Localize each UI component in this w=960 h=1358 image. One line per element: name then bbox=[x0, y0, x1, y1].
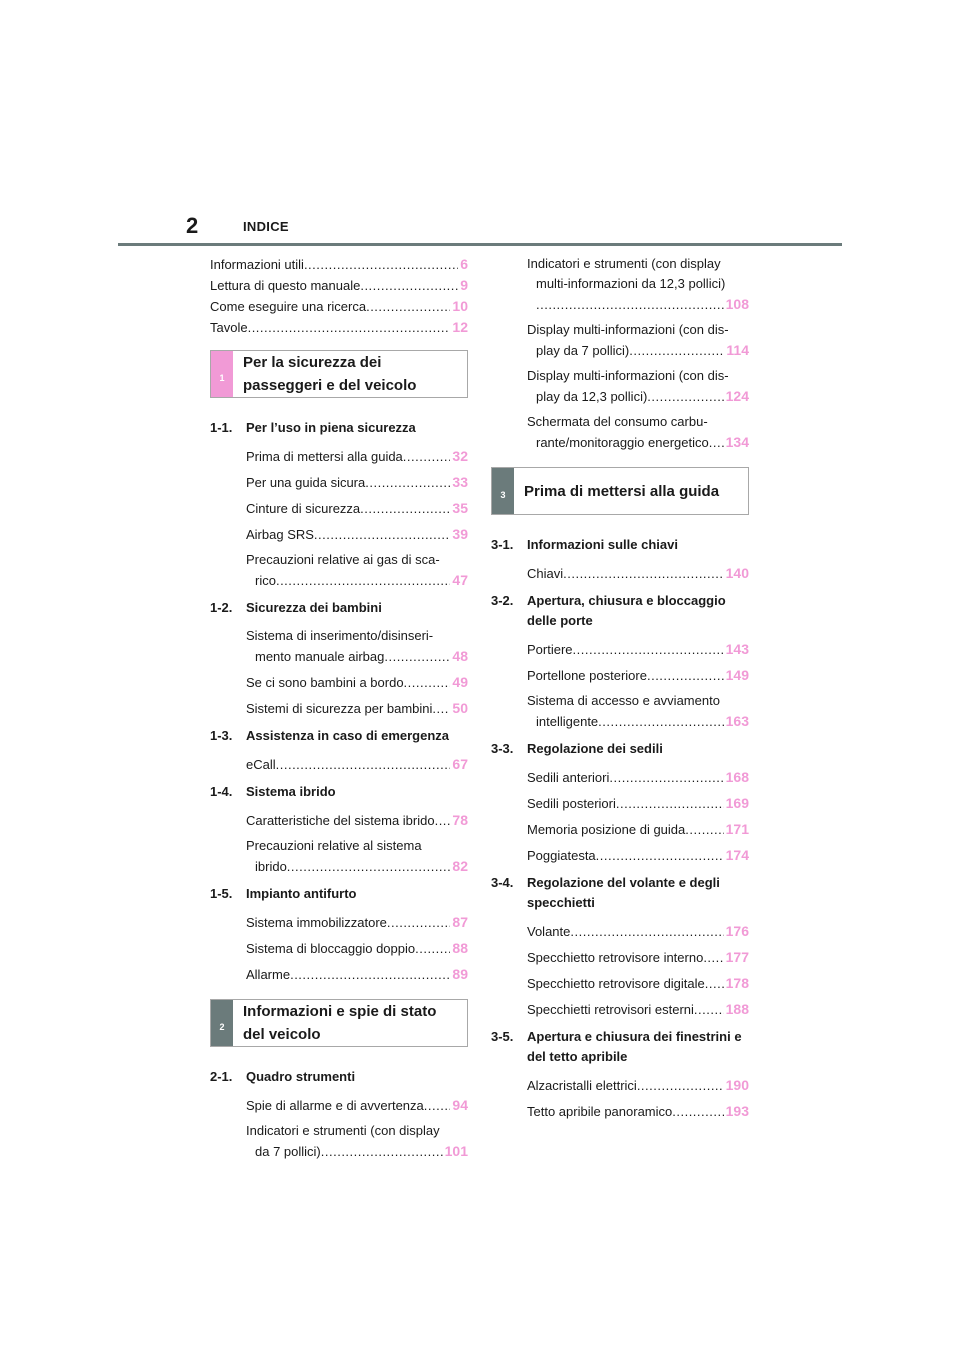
toc-entry[interactable]: Memoria posizione di guida ..... 171 bbox=[527, 816, 749, 842]
page-link[interactable]: 88 bbox=[452, 940, 468, 956]
page-link[interactable]: 193 bbox=[725, 1103, 749, 1119]
chapter-2-header[interactable]: 2 Informazioni e spie di stato del veicolo bbox=[210, 999, 468, 1047]
page-link[interactable]: 10 bbox=[452, 298, 468, 314]
section-heading[interactable]: 1-1. Per l’uso in piena sicurezza bbox=[210, 420, 416, 435]
page-link[interactable]: 177 bbox=[725, 949, 749, 965]
toc-entry[interactable]: Chiavi ..... 140 bbox=[527, 560, 749, 586]
section-heading[interactable]: 1-3. Assistenza in caso di emergenza bbox=[210, 728, 450, 743]
toc-entry[interactable]: Per una guida sicura ..... 33 bbox=[246, 469, 468, 495]
page-link[interactable]: 48 bbox=[452, 648, 468, 664]
toc-entry[interactable]: Sedili anteriori ..... 168 bbox=[527, 764, 749, 790]
toc-entry[interactable]: Airbag SRS ..... 39 bbox=[246, 521, 468, 547]
page-link[interactable]: 47 bbox=[452, 572, 468, 588]
toc-entry[interactable]: Sistema di accesso e avviamento intelligente ..... 163 bbox=[527, 688, 749, 734]
toc-entry[interactable]: eCall ..... 67 bbox=[246, 751, 468, 777]
page-link[interactable]: 176 bbox=[725, 923, 749, 939]
page-link[interactable]: 178 bbox=[725, 975, 749, 991]
toc-entry[interactable]: Prima di mettersi alla guida ..... 32 bbox=[246, 443, 468, 469]
page-link[interactable]: 108 bbox=[725, 296, 749, 312]
toc-entry[interactable]: Allarme ..... 89 bbox=[246, 961, 468, 987]
chapter-tab: 2 bbox=[211, 1000, 233, 1046]
page-number: 2 bbox=[186, 213, 199, 238]
page-link[interactable]: 32 bbox=[452, 448, 468, 464]
toc-entry[interactable]: Display multi-informazioni (con dis- play da 7 pollici) ..... 114 bbox=[527, 317, 749, 363]
toc-entry[interactable]: Indicatori e strumenti (con display da 7 pollici) ..... 101 bbox=[246, 1118, 468, 1164]
toc-entry[interactable]: Sistema di inserimento/disinseri- mento manuale airbag ..... 48 bbox=[246, 623, 468, 669]
page-link[interactable]: 174 bbox=[725, 847, 749, 863]
page-link[interactable]: 82 bbox=[452, 858, 468, 874]
page-link[interactable]: 134 bbox=[725, 434, 749, 450]
toc-entry[interactable]: Come eseguire una ricerca ..... 10 bbox=[210, 296, 468, 317]
toc-entry[interactable]: Tetto apribile panoramico ..... 193 bbox=[527, 1098, 749, 1124]
toc-entry[interactable]: Informazioni utili ..... 6 bbox=[210, 254, 468, 275]
toc-entry[interactable]: Spie di allarme e di avvertenza ..... 94 bbox=[246, 1092, 468, 1118]
page-link[interactable]: 94 bbox=[452, 1097, 468, 1113]
page-link[interactable]: 12 bbox=[452, 319, 468, 335]
toc-entry[interactable]: Indicatori e strumenti (con display multi-informazioni da 12,3 pollici) ..... 108 bbox=[527, 254, 749, 317]
section-heading[interactable]: 3-5. Apertura e chiusura dei finestrini e del tetto apribile bbox=[491, 1029, 742, 1064]
section-heading[interactable]: 3-4. Regolazione del volante e degli specchietti bbox=[491, 875, 720, 910]
page-link[interactable]: 190 bbox=[725, 1077, 749, 1093]
page-link[interactable]: 6 bbox=[460, 256, 468, 272]
page-link[interactable]: 39 bbox=[452, 526, 468, 542]
header-divider bbox=[118, 243, 842, 246]
page-link[interactable]: 188 bbox=[725, 1001, 749, 1017]
toc-entry[interactable]: Schermata del consumo carbu- rante/monitoraggio energetico ..... 134 bbox=[527, 409, 749, 455]
toc-entry[interactable]: Precauzioni relative ai gas di sca- rico ..... 47 bbox=[246, 547, 468, 593]
toc-entry[interactable]: Display multi-informazioni (con dis- play da 12,3 pollici) ..... 124 bbox=[527, 363, 749, 409]
toc-column-left bbox=[210, 254, 468, 1164]
page-link[interactable]: 101 bbox=[444, 1143, 468, 1159]
toc-entry[interactable]: Cinture di sicurezza ..... 35 bbox=[246, 495, 468, 521]
chapter-1-header[interactable]: 1 Per la sicurezza dei passeggeri e del veicolo bbox=[210, 350, 468, 398]
page-link[interactable]: 169 bbox=[725, 795, 749, 811]
page-link[interactable]: 78 bbox=[452, 812, 468, 828]
toc-entry[interactable]: Portellone posteriore ..... 149 bbox=[527, 662, 749, 688]
page-link[interactable]: 114 bbox=[726, 342, 749, 358]
toc-entry[interactable]: Sedili posteriori ..... 169 bbox=[527, 790, 749, 816]
toc-entry[interactable]: Se ci sono bambini a bordo ..... 49 bbox=[246, 669, 468, 695]
section-heading[interactable]: 2-1. Quadro strumenti bbox=[210, 1069, 356, 1084]
toc-entry[interactable]: Volante ..... 176 bbox=[527, 918, 749, 944]
toc-entry[interactable]: Specchietto retrovisore digitale ..... 178 bbox=[527, 970, 749, 996]
page-link[interactable]: 171 bbox=[725, 821, 749, 837]
page-link[interactable]: 163 bbox=[725, 713, 749, 729]
page-link[interactable]: 35 bbox=[452, 500, 468, 516]
page-link[interactable]: 9 bbox=[460, 277, 468, 293]
page-link[interactable]: 124 bbox=[725, 388, 749, 404]
toc-entry[interactable]: Sistemi di sicurezza per bambini ..... 50 bbox=[246, 695, 468, 721]
toc-entry[interactable]: Caratteristiche del sistema ibrido ..... 78 bbox=[246, 807, 468, 833]
page-link[interactable]: 168 bbox=[725, 769, 749, 785]
section-heading[interactable]: 1-5. Impianto antifurto bbox=[210, 886, 357, 901]
section-heading[interactable]: 1-2. Sicurezza dei bambini bbox=[210, 600, 382, 615]
section-heading[interactable]: 1-4. Sistema ibrido bbox=[210, 784, 336, 799]
section-heading[interactable]: 3-1. Informazioni sulle chiavi bbox=[491, 537, 678, 552]
page-link[interactable]: 87 bbox=[452, 914, 468, 930]
toc-entry[interactable]: Specchietti retrovisori esterni ..... 188 bbox=[527, 996, 749, 1022]
page-link[interactable]: 67 bbox=[452, 756, 468, 772]
toc-entry[interactable]: Poggiatesta ..... 174 bbox=[527, 842, 749, 868]
section-heading[interactable]: 3-2. Apertura, chiusura e bloccaggio delle porte bbox=[491, 593, 726, 628]
toc-entry[interactable]: Sistema immobilizzatore ..... 87 bbox=[246, 909, 468, 935]
chapter-tab: 3 bbox=[492, 468, 514, 514]
toc-entry[interactable]: Precauzioni relative al sistema ibrido ..... 82 bbox=[246, 833, 468, 879]
page-link[interactable]: 149 bbox=[725, 667, 749, 683]
toc-entry[interactable]: Lettura di questo manuale ..... 9 bbox=[210, 275, 468, 296]
page-title: INDICE bbox=[243, 219, 289, 234]
toc-entry[interactable]: Specchietto retrovisore interno ..... 177 bbox=[527, 944, 749, 970]
page-link[interactable]: 33 bbox=[452, 474, 468, 490]
toc-entry[interactable]: Alzacristalli elettrici ..... 190 bbox=[527, 1072, 749, 1098]
page-link[interactable]: 49 bbox=[452, 674, 468, 690]
chapter-3-header[interactable]: 3 Prima di mettersi alla guida bbox=[491, 467, 749, 515]
toc-column-right bbox=[491, 254, 749, 1124]
section-heading[interactable]: 3-3. Regolazione dei sedili bbox=[491, 741, 663, 756]
chapter-tab: 1 bbox=[211, 351, 233, 397]
page-link[interactable]: 89 bbox=[452, 966, 468, 982]
page-link[interactable]: 140 bbox=[725, 565, 749, 581]
toc-entry[interactable]: Tavole ..... 12 bbox=[210, 317, 468, 338]
page-link[interactable]: 143 bbox=[725, 641, 749, 657]
toc-entry[interactable]: Portiere ..... 143 bbox=[527, 636, 749, 662]
toc-entry[interactable]: Sistema di bloccaggio doppio ..... 88 bbox=[246, 935, 468, 961]
page-link[interactable]: 50 bbox=[452, 700, 468, 716]
